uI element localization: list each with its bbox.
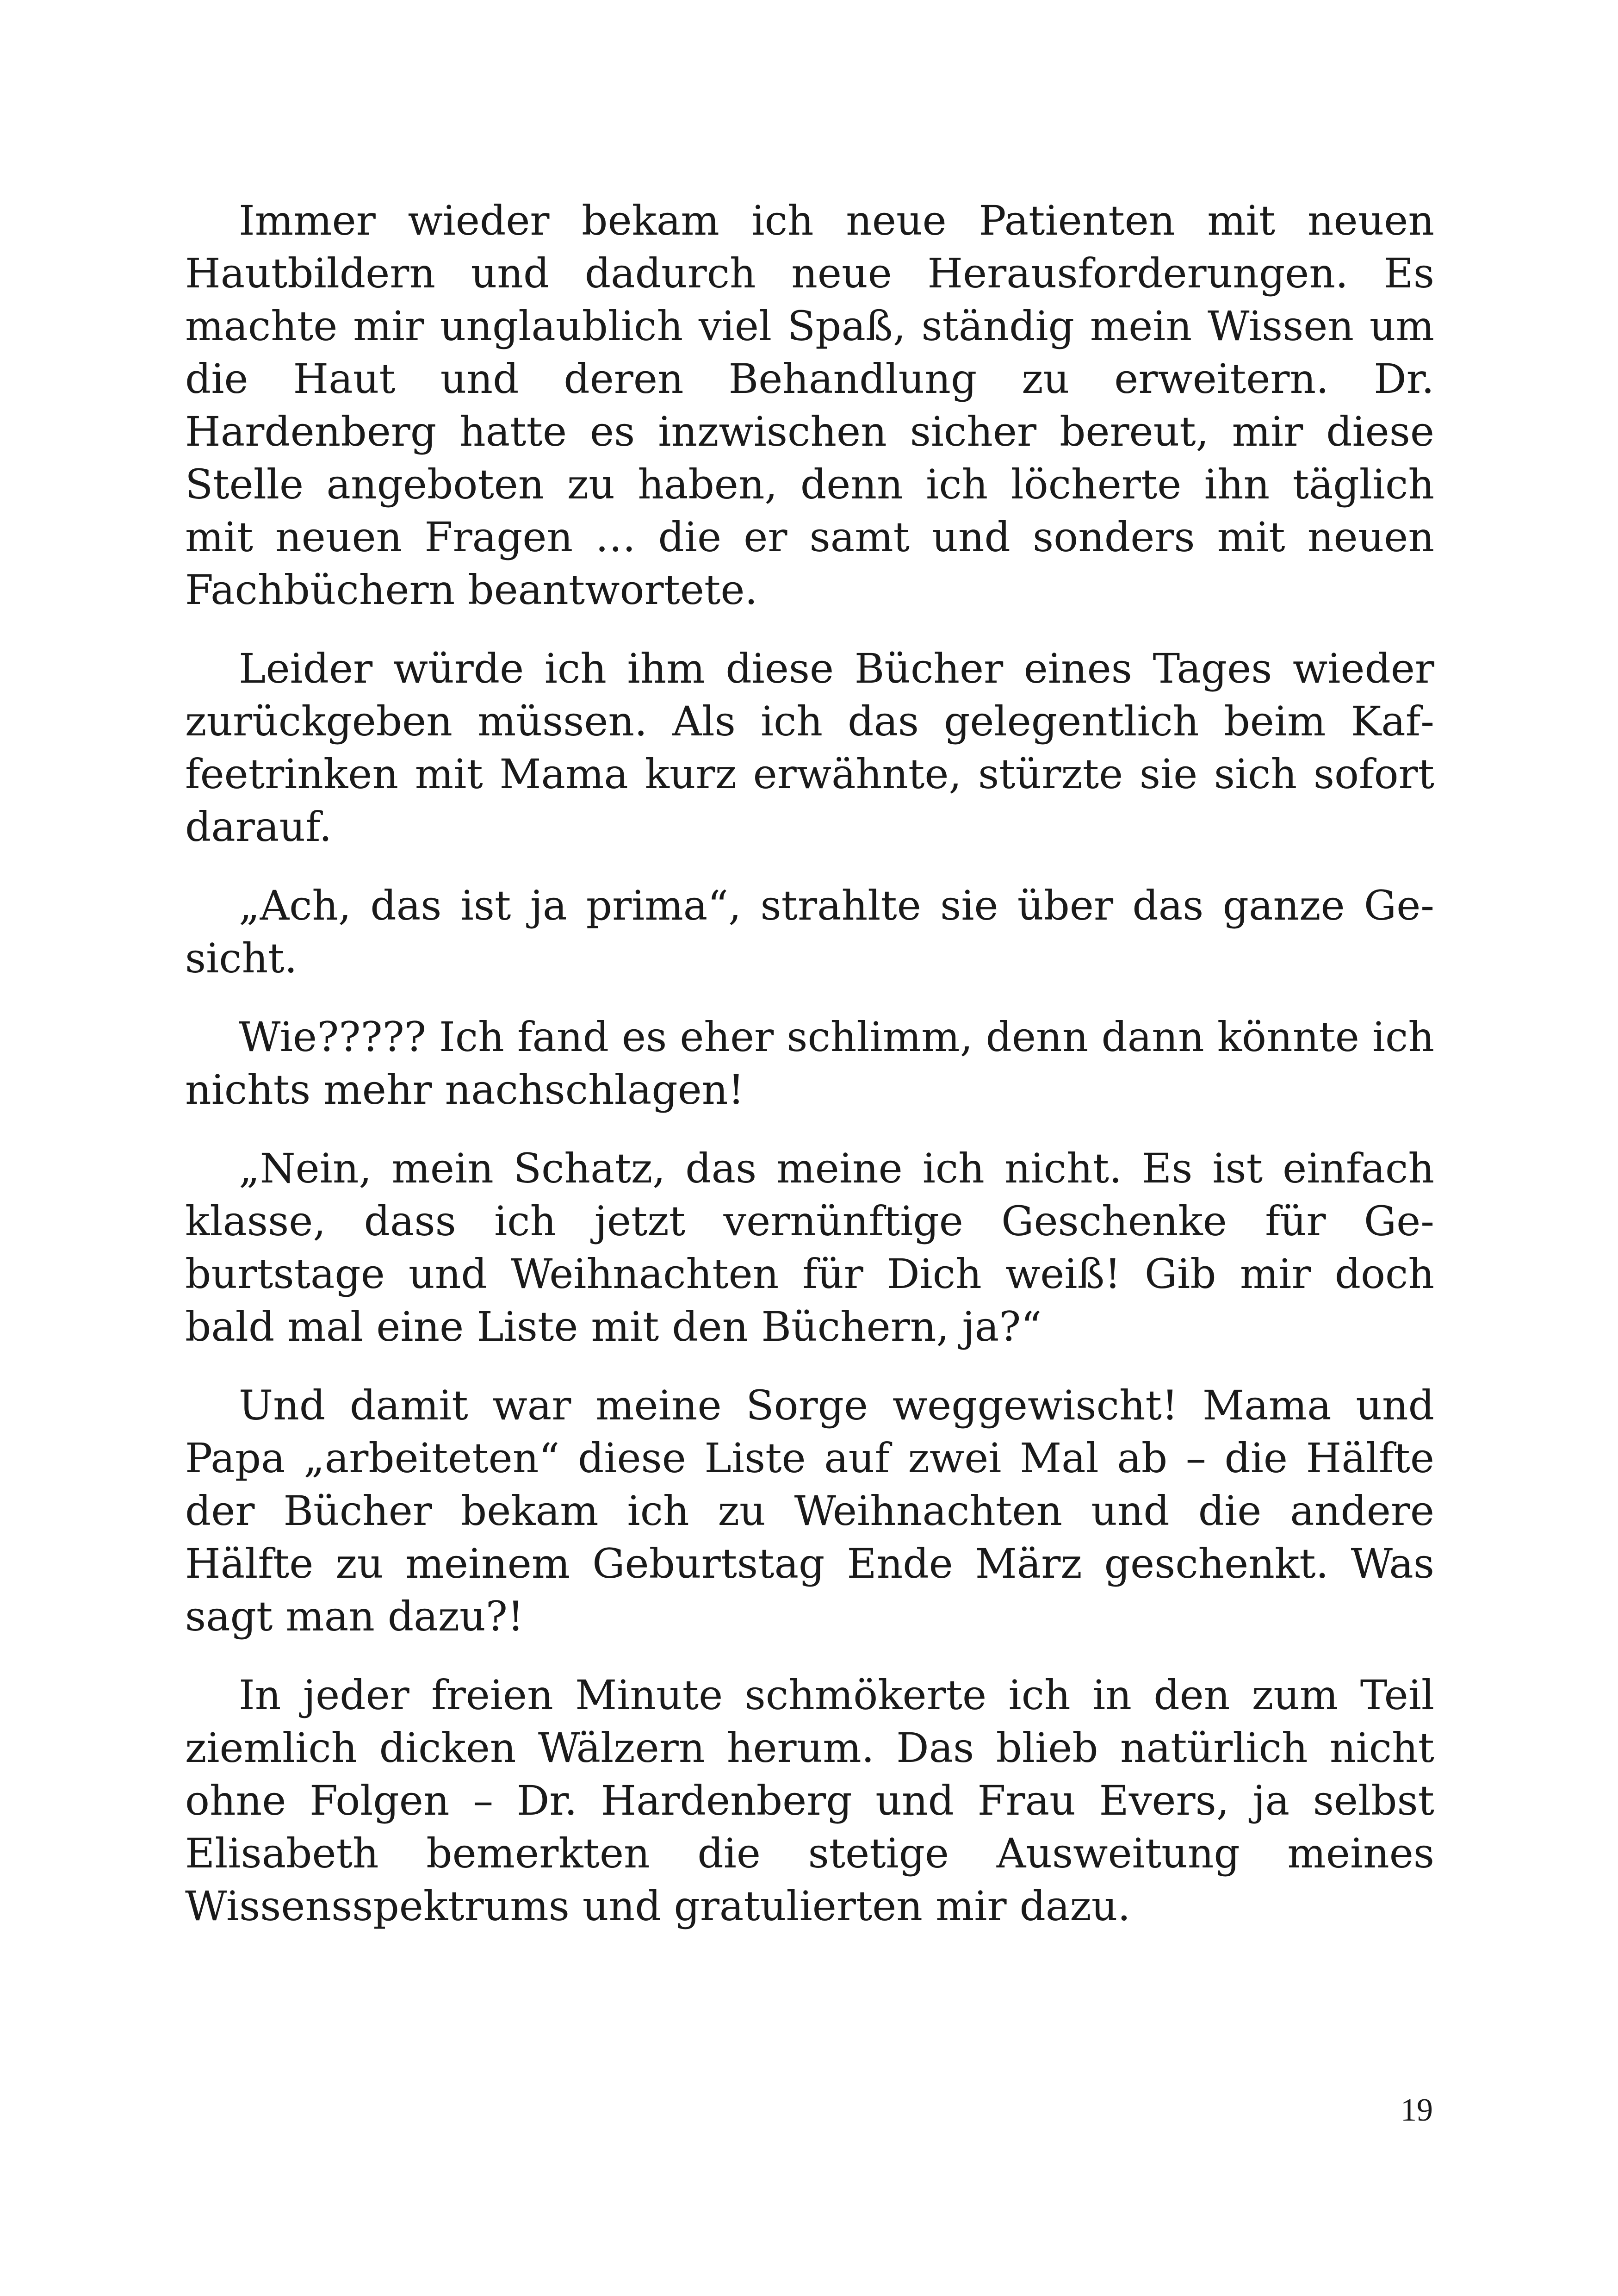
paragraph-3: „Ach, das ist ja prima“, strahlte sie über das ganze Gesicht. [185, 882, 1434, 982]
paragraph-5: „Nein, mein Schatz, das meine ich nicht. Es ist einfach klasse, dass ich jetzt vernünftige Geschenke für Geburtstage und Weihnachten für Dich weiß! Gib mir doch bald mal eine Liste mit den Büchern, ja?“ [185, 1145, 1434, 1350]
paragraph-7: In jeder freien Minute schmökerte ich in den zum Teil ziemlich dicken Wälzern herum. Das blieb natürlich nicht ohne Folgen – Dr. Hardenberg und Frau Evers, ja selbst Elisabeth bemerkten die stetige Ausweitung meines Wissensspektrums und gratulierten mir dazu. [185, 1671, 1434, 1930]
body-text [185, 194, 1434, 1933]
paragraph-6: Und damit war meine Sorge weggewischt! Mama und Papa „arbeiteten“ diese Liste auf zwei Mal ab – die Hälfte der Bücher bekam ich zu Weihnachten und die andere Hälfte zu meinem Geburtstag Ende März geschenkt. Was sagt man dazu?! [185, 1381, 1434, 1640]
paragraph-1: Immer wieder bekam ich neue Patienten mit neuen Hautbildern und dadurch neue Herausforderungen. Es machte mir unglaublich viel Spaß, ständig mein Wissen um die Haut und deren Behandlung zu erweitern. Dr. Hardenberg hatte es inzwischen sicher bereut, mir diese Stelle angeboten zu haben, denn ich löcherte ihn täglich mit neuen Fragen … die er samt und sonders mit neuen Fachbüchern beantwortete. [185, 197, 1434, 614]
paragraph-2: Leider würde ich ihm diese Bücher eines Tages wieder zurückgeben müssen. Als ich das gelegentlich beim Kaffeetrinken mit Mama kurz erwähnte, stürzte sie sich sofort darauf. [185, 645, 1434, 851]
page-number: 19 [1401, 2092, 1433, 2128]
paragraph-4: Wie????? Ich fand es eher schlimm, denn dann könnte ich nichts mehr nachschlagen! [185, 1013, 1434, 1114]
